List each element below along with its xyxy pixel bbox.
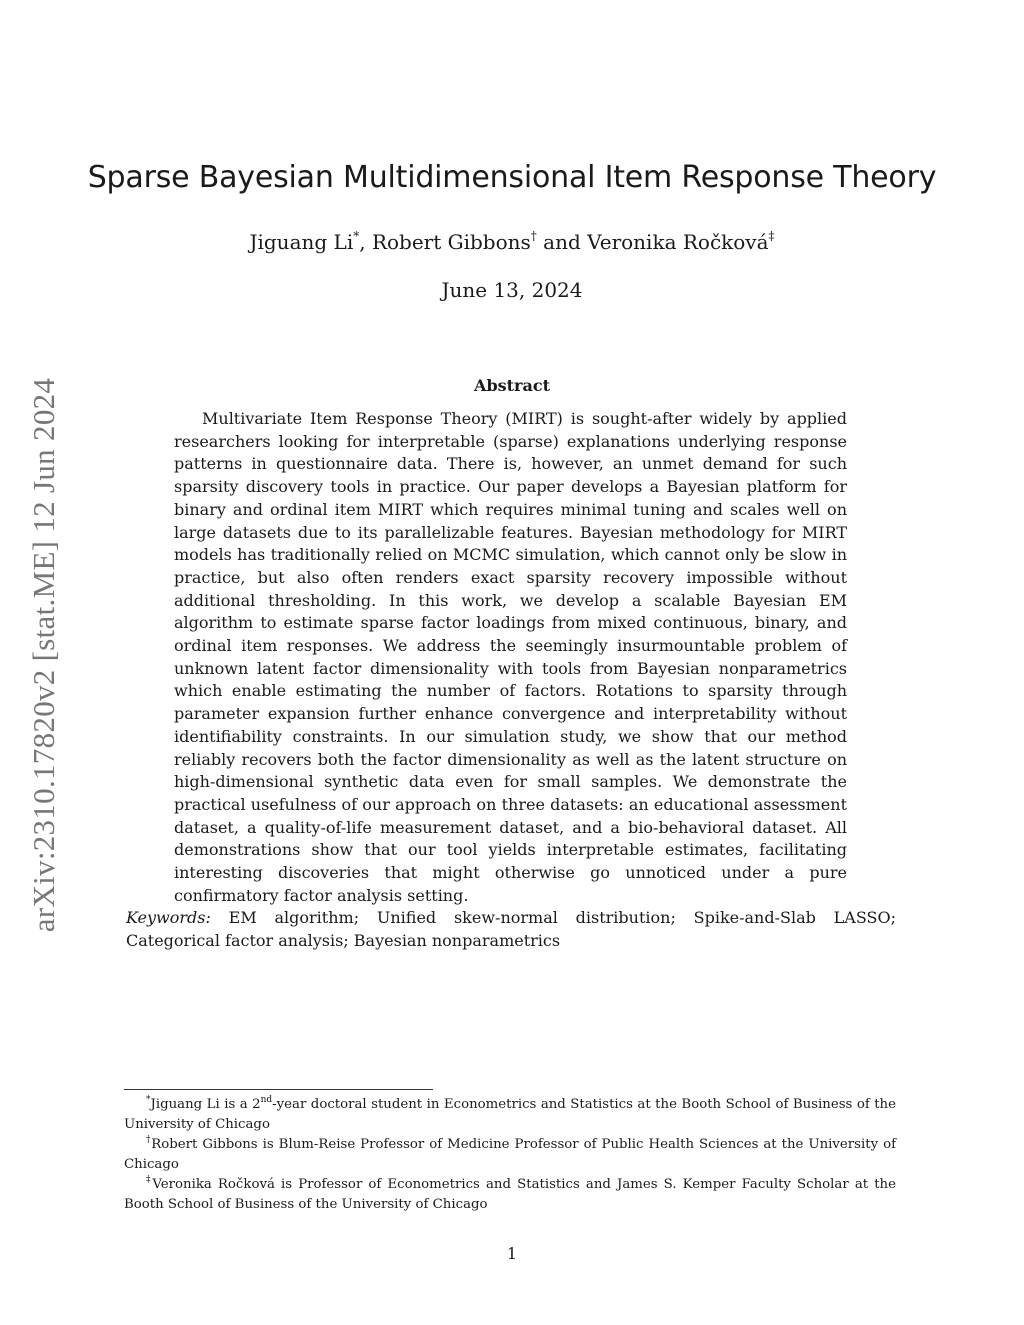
footnote-ordinal-suffix: nd xyxy=(260,1095,273,1105)
author-name: Robert Gibbons xyxy=(371,230,531,254)
arxiv-identifier-stamp: arXiv:2310.17820v2 [stat.ME] 12 Jun 2024 xyxy=(26,377,61,933)
footnotes xyxy=(124,1095,896,1215)
keywords xyxy=(126,906,896,952)
footnote-mark: ‡ xyxy=(146,1175,153,1185)
abstract-heading: Abstract xyxy=(474,376,550,395)
footnote-mark: † xyxy=(146,1135,152,1145)
author-separator: and xyxy=(536,230,588,254)
author-list xyxy=(0,230,1024,254)
footnote-mark: * xyxy=(146,1095,151,1105)
keywords-label: Keywords: xyxy=(126,908,211,927)
footnote-text: Robert Gibbons is Blum-Reise Professor of Medicine Professor of Public Health Sciences at the University of Chicago xyxy=(124,1137,896,1172)
keywords-text: EM algorithm; Unified skew-normal distribution; Spike-and-Slab LASSO; Categorical factor analysis; Bayesian nonparametrics xyxy=(126,908,896,950)
footnote-text: Jiguang Li is a 2 xyxy=(150,1097,261,1112)
footnote-text: -year doctoral student in Econometrics and Statistics at the Booth School of Business of the University of Chicago xyxy=(124,1097,896,1132)
abstract-body: Multivariate Item Response Theory (MIRT) is sought-after widely by applied researchers looking for interpretable (sparse) explanations underlying response patterns in questionnaire data. There is, however, an unmet demand for such sparsity discovery tools in practice. Our paper develops a Bayesian platform for binary and ordinal item MIRT which requires minimal tuning and scales well on large datasets due to its parallelizable features. Bayesian methodology for MIRT models has traditionally relied on MCMC simulation, which cannot only be slow in practice, but also often renders exact sparsity recovery impossible without additional thresholding. In this work, we develop a scalable Bayesian EM algorithm to estimate sparse factor loadings from mixed continuous, binary, and ordinal item responses. We address the seemingly insurmountable problem of unknown latent factor dimensionality with tools from Bayesian nonparametrics which enable estimating the number of factors. Rotations to sparsity through parameter expansion further enhance convergence and interpretability without identifiability constraints. In our simulation study, we show that our method reliably recovers both the factor dimensionality as well as the latent structure on high-dimensional synthetic data even for small samples. We demonstrate the practical usefulness of our approach on three datasets: an educational assessment dataset, a quality-of-life measurement dataset, and a bio-behavioral dataset. All demonstrations show that our tool yields interpretable estimates, facilitating interesting discoveries that might otherwise go unnoticed under a pure confirmatory factor analysis setting. xyxy=(174,409,847,905)
author-name: Jiguang Li xyxy=(249,230,354,254)
publication-date: June 13, 2024 xyxy=(441,278,583,302)
paper-title: Sparse Bayesian Multidimensional Item Response Theory xyxy=(87,160,937,195)
footnote xyxy=(124,1175,896,1215)
author-footnote-mark[interactable]: * xyxy=(353,229,360,243)
author-footnote-mark[interactable]: † xyxy=(530,229,537,243)
author-separator: , xyxy=(359,230,372,254)
footnote-divider xyxy=(124,1089,433,1090)
author-name: Veronika Ročková xyxy=(587,230,769,254)
footnote-text: Veronika Ročková is Professor of Econometrics and Statistics and James S. Kemper Faculty Scholar at the Booth School of Business of the University of Chicago xyxy=(124,1177,896,1212)
footnote xyxy=(124,1095,896,1135)
author-footnote-mark[interactable]: ‡ xyxy=(768,229,775,243)
page-number: 1 xyxy=(506,1244,518,1263)
footnote xyxy=(124,1135,896,1175)
